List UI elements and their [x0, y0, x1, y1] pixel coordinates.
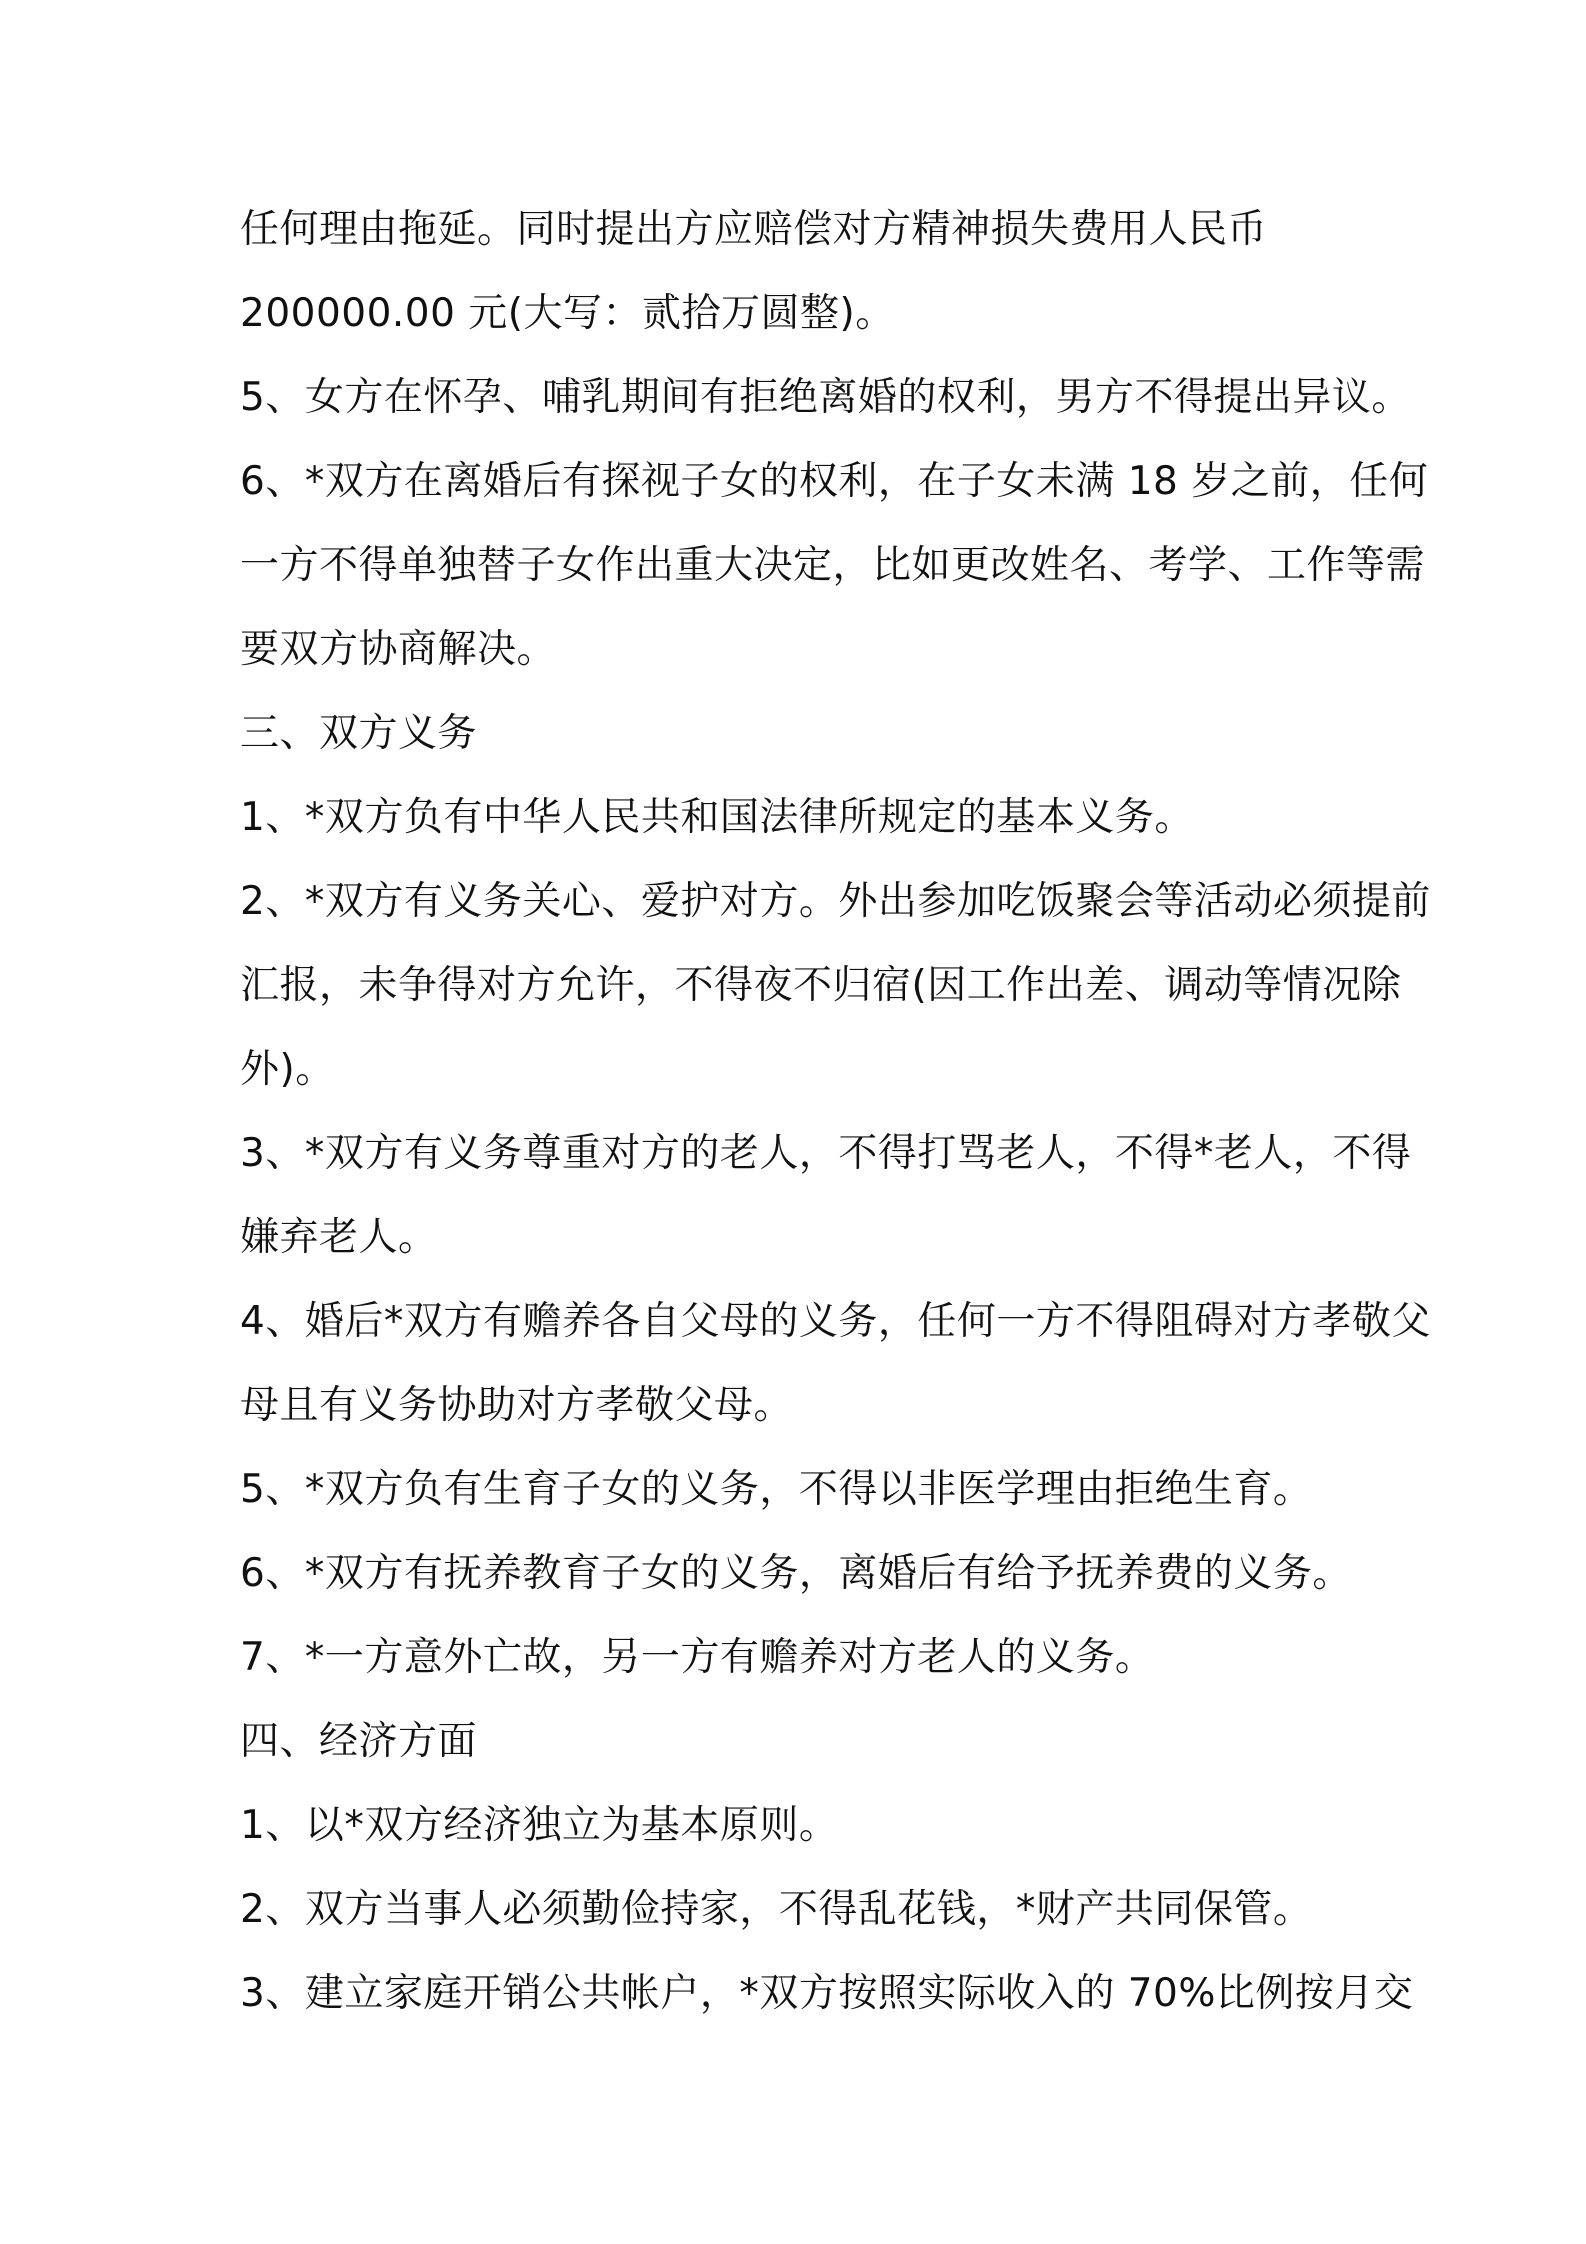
text-line: 1、*双方负有中华人民共和国法律所规定的基本义务。 [240, 795, 1194, 840]
text-line: 汇报，未争得对方允许，不得夜不归宿(因工作出差、调动等情况除 [240, 963, 1402, 1008]
text-line: 4、婚后*双方有赡养各自父母的义务，任何一方不得阻碍对方孝敬父 [240, 1299, 1431, 1344]
text-line: 3、建立家庭开销公共帐户，*双方按照实际收入的 70%比例按月交 [240, 1971, 1414, 2016]
text-line: 外)。 [240, 1047, 335, 1092]
text-line: 7、*一方意外亡故，另一方有赡养对方老人的义务。 [240, 1635, 1155, 1680]
section-heading: 三、双方义务 [240, 711, 478, 756]
text-line: 要双方协商解决。 [240, 627, 557, 672]
text-line: 嫌弃老人。 [240, 1215, 438, 1260]
text-line: 5、女方在怀孕、哺乳期间有拒绝离婚的权利，男方不得提出异议。 [240, 375, 1411, 420]
text-line: 母且有义务协助对方孝敬父母。 [240, 1383, 794, 1428]
text-line: 200000.00 元(大写：贰拾万圆整)。 [240, 291, 895, 336]
text-line: 任何理由拖延。同时提出方应赔偿对方精神损失费用人民币 [240, 207, 1268, 252]
section-heading: 四、经济方面 [240, 1719, 478, 1764]
text-line: 5、*双方负有生育子女的义务，不得以非医学理由拒绝生育。 [240, 1467, 1313, 1512]
text-line: 一方不得单独替子女作出重大决定，比如更改姓名、考学、工作等需 [240, 543, 1426, 588]
text-line: 6、*双方在离婚后有探视子女的权利，在子女未满 18 岁之前，任何 [240, 459, 1429, 504]
text-line: 1、以*双方经济独立为基本原则。 [240, 1803, 839, 1848]
text-line: 3、*双方有义务尊重对方的老人，不得打骂老人，不得*老人，不得 [240, 1131, 1412, 1176]
text-line: 6、*双方有抚养教育子女的义务，离婚后有给予抚养费的义务。 [240, 1551, 1352, 1596]
text-line: 2、双方当事人必须勤俭持家，不得乱花钱，*财产共同保管。 [240, 1887, 1313, 1932]
text-line: 2、*双方有义务关心、爱护对方。外出参加吃饭聚会等活动必须提前 [240, 879, 1431, 924]
